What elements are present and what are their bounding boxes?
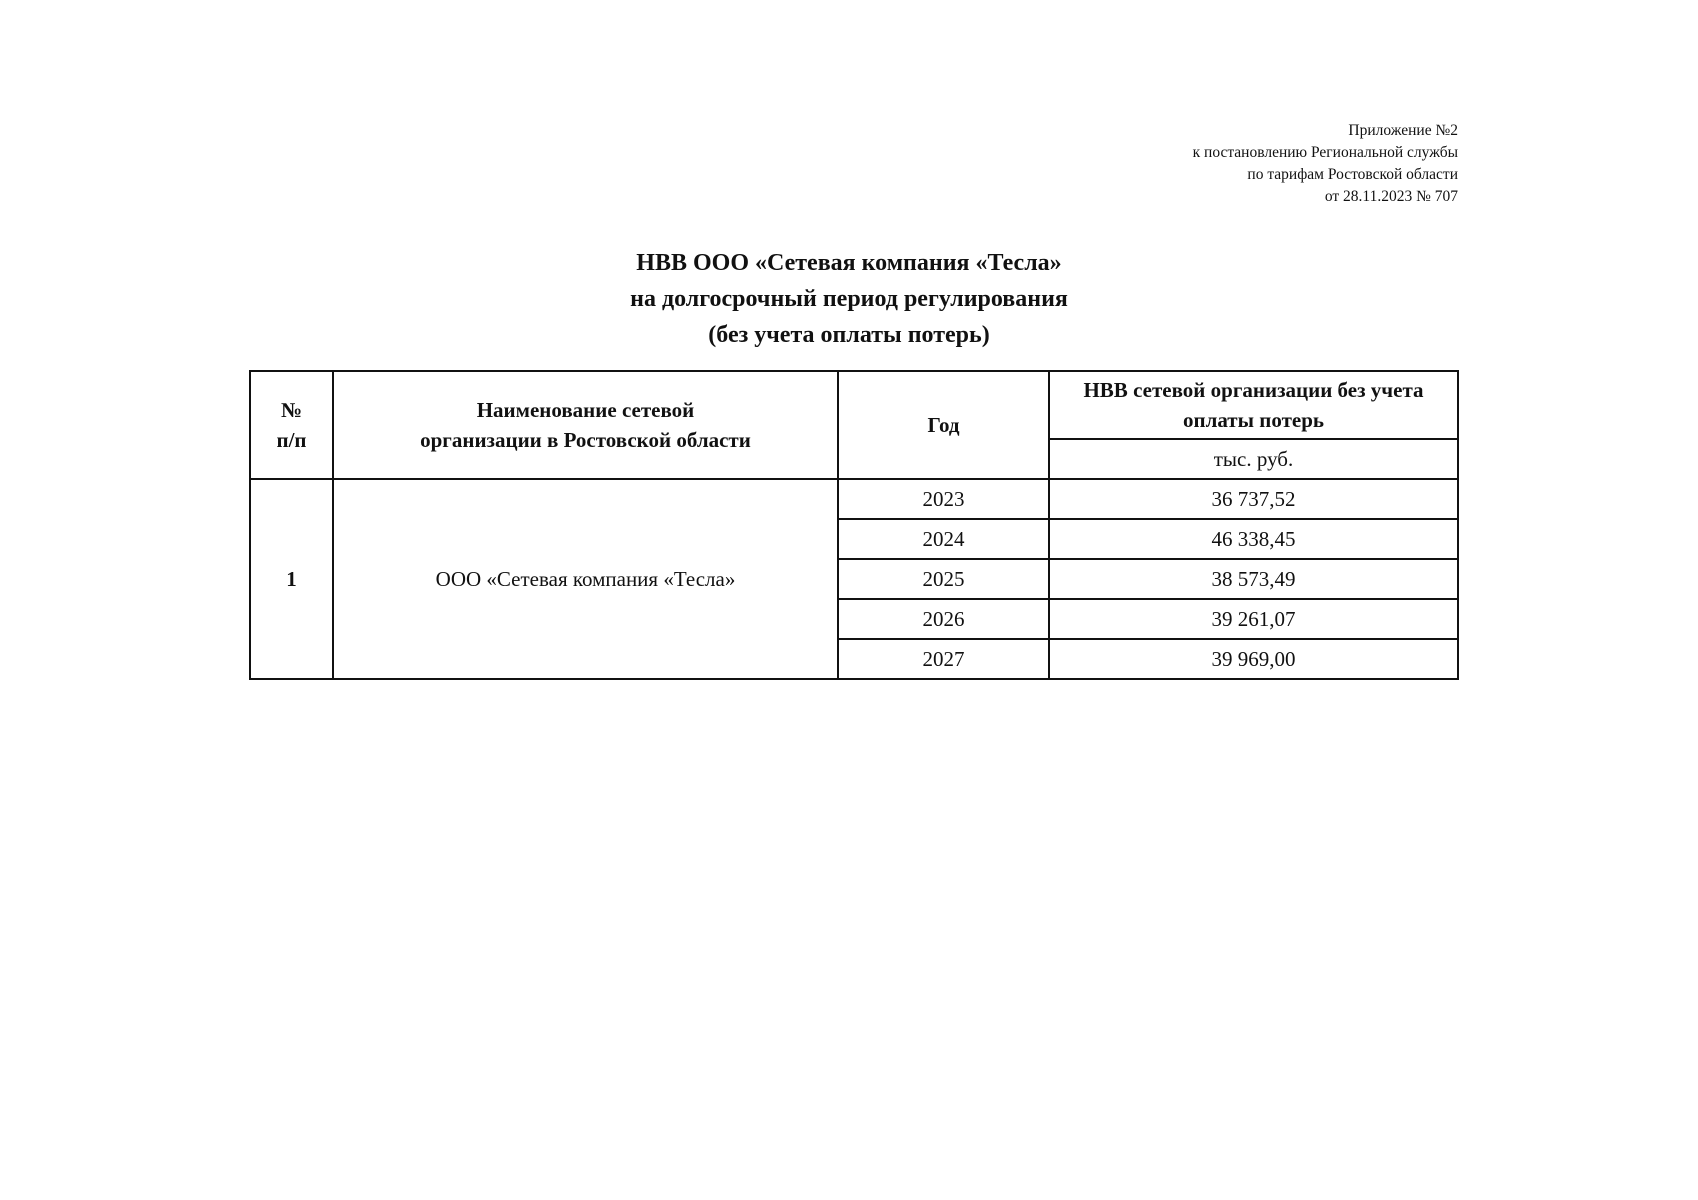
- value-cell: 46 338,45: [1049, 519, 1458, 559]
- tariff-table: [249, 370, 1459, 680]
- header-year: Год: [838, 371, 1049, 479]
- appendix-line-4: от 28.11.2023 № 707: [1324, 188, 1458, 205]
- header-nvv: [1049, 371, 1458, 439]
- year-cell: 2024: [838, 519, 1049, 559]
- header-org-name-line-1: Наименование сетевой: [476, 398, 695, 422]
- appendix-line-1: Приложение №2: [1348, 122, 1458, 139]
- header-number-line-2: п/п: [276, 428, 307, 452]
- value-cell: 39 969,00: [1049, 639, 1458, 679]
- document-title: [0, 245, 1698, 353]
- title-line-3: (без учета оплаты потерь): [708, 322, 990, 348]
- org-number-cell: 1: [250, 479, 333, 679]
- title-line-1: НВВ ООО «Сетевая компания «Тесла»: [636, 250, 1062, 276]
- value-cell: 39 261,07: [1049, 599, 1458, 639]
- header-number: [250, 371, 333, 479]
- header-org-name: [333, 371, 838, 479]
- value-cell: 38 573,49: [1049, 559, 1458, 599]
- org-name-cell: ООО «Сетевая компания «Тесла»: [333, 479, 838, 679]
- value-cell: 36 737,52: [1049, 479, 1458, 519]
- appendix-line-2: к постановлению Региональной службы: [1192, 144, 1458, 161]
- header-nvv-line-1: НВВ сетевой организации без учета: [1083, 378, 1424, 402]
- appendix-line-3: по тарифам Ростовской области: [1247, 166, 1458, 183]
- title-line-2: на долгосрочный период регулирования: [630, 286, 1068, 312]
- header-unit: тыс. руб.: [1049, 439, 1458, 479]
- header-org-name-line-2: организации в Ростовской области: [420, 428, 751, 452]
- header-nvv-line-2: оплаты потерь: [1182, 408, 1325, 432]
- table-row: [250, 479, 1458, 519]
- year-cell: 2027: [838, 639, 1049, 679]
- year-cell: 2025: [838, 559, 1049, 599]
- year-cell: 2026: [838, 599, 1049, 639]
- header-number-line-1: №: [280, 398, 303, 422]
- year-cell: 2023: [838, 479, 1049, 519]
- appendix-block: [1193, 120, 1458, 208]
